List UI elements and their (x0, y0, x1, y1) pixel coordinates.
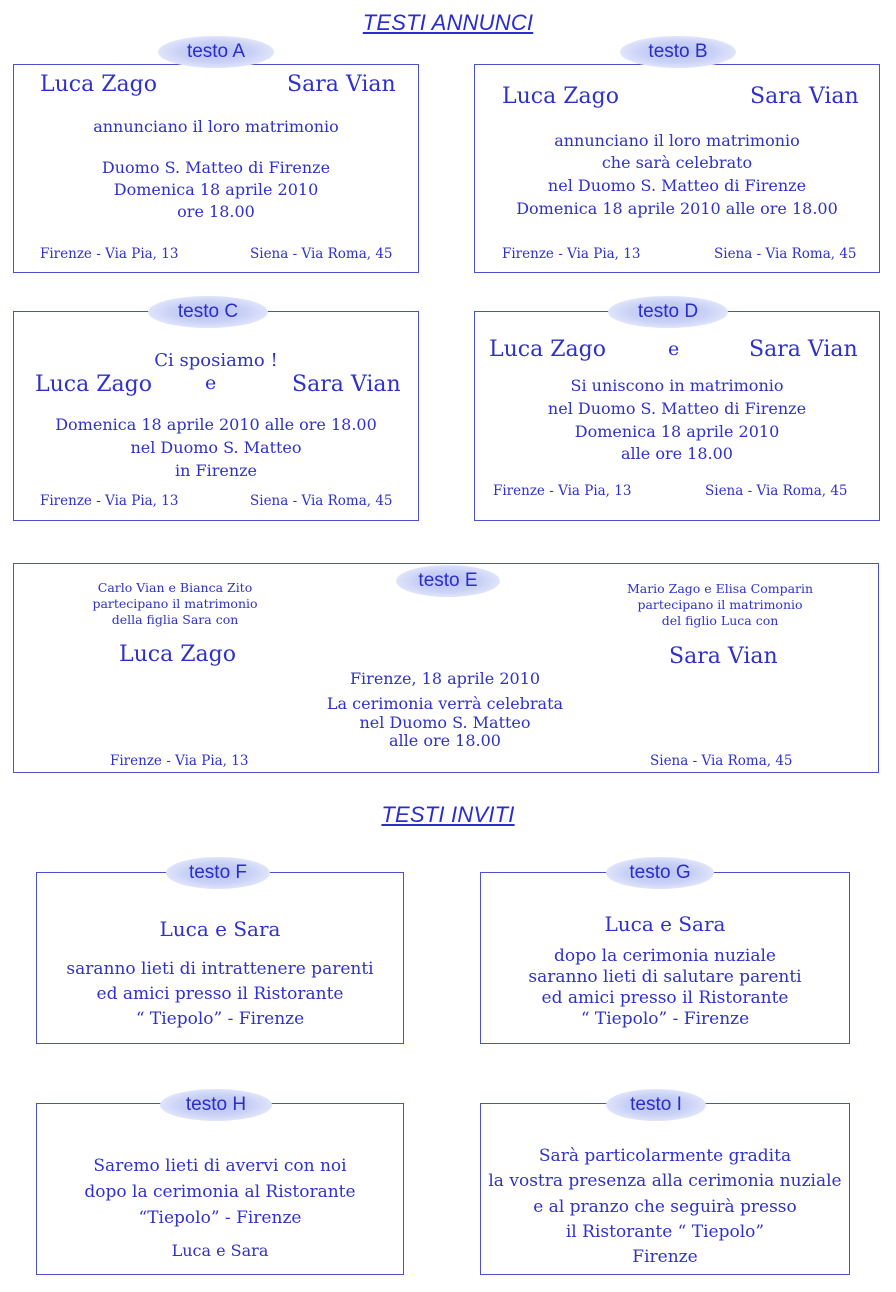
bride-parents-line: Carlo Vian e Bianca Zito (97, 580, 253, 595)
section-title-annunci: TESTI ANNUNCI (362, 10, 534, 35)
name-right: Sara Vian (749, 337, 858, 362)
time-line: ore 18.00 (177, 202, 255, 221)
address-right: Siena - Via Roma, 45 (650, 753, 793, 769)
place-date-line: Firenze, 18 aprile 2010 (349, 669, 541, 688)
headline: Ci sposiamo ! (154, 350, 278, 371)
restaurant-line: “ Tiepolo” - Firenze (580, 1009, 750, 1029)
groom-parents-line: del figlio Luca con (661, 613, 779, 628)
couple-signature: Luca e Sara (171, 1241, 269, 1260)
conjunction: e (668, 338, 680, 360)
tag-testo-f: testo F (166, 857, 270, 889)
invite-line: saranno lieti di intrattenere parenti (66, 959, 374, 979)
invite-line: dopo la cerimonia nuziale (554, 946, 776, 966)
couple-names: Luca e Sara (159, 917, 281, 941)
name-right: Sara Vian (669, 644, 778, 669)
church-line: nel Duomo S. Matteo di Firenze (547, 176, 807, 195)
tag-testo-e: testo E (396, 565, 500, 597)
church-line: nel Duomo S. Matteo (359, 713, 531, 732)
restaurant-line: il Ristorante “ Tiepolo” (565, 1222, 765, 1242)
couple-names: Luca e Sara (604, 912, 726, 936)
invite-line: ed amici presso il Ristorante (541, 988, 789, 1008)
conjunction: e (205, 372, 217, 394)
union-line: Si uniscono in matrimonio (570, 376, 784, 395)
invite-line: saranno lieti di salutare parenti (528, 967, 802, 987)
invite-line: ed amici presso il Ristorante (96, 984, 344, 1004)
restaurant-line: “ Tiepolo” - Firenze (135, 1009, 305, 1029)
name-right: Sara Vian (750, 84, 859, 109)
groom-parents-line: partecipano il matrimonio (637, 597, 803, 612)
name-left: Luca Zago (119, 642, 236, 667)
address-right: Siena - Via Roma, 45 (714, 246, 857, 262)
name-left: Luca Zago (502, 84, 619, 109)
tag-testo-g: testo G (606, 857, 714, 889)
name-left: Luca Zago (489, 337, 606, 362)
ceremony-line: La cerimonia verrà celebrata (326, 694, 564, 713)
address-left: Firenze - Via Pia, 13 (493, 483, 632, 499)
tag-testo-i: testo I (606, 1089, 706, 1121)
invite-line: dopo la cerimonia al Ristorante (84, 1182, 356, 1202)
bride-parents-line: della figlia Sara con (111, 612, 239, 627)
celebration-line: che sarà celebrato (601, 153, 753, 172)
address-right: Siena - Via Roma, 45 (705, 483, 848, 499)
invite-line: la vostra presenza alla cerimonia nuziale (488, 1171, 842, 1191)
announcement-line: annunciano il loro matrimonio (93, 117, 339, 136)
name-right: Sara Vian (292, 372, 401, 397)
tag-testo-a: testo A (158, 36, 274, 68)
tag-testo-h: testo H (160, 1089, 272, 1121)
name-left: Luca Zago (35, 372, 152, 397)
address-right: Siena - Via Roma, 45 (250, 493, 393, 509)
announcement-line: annunciano il loro matrimonio (554, 131, 800, 150)
groom-parents-line: Mario Zago e Elisa Comparin (626, 581, 814, 596)
address-left: Firenze - Via Pia, 13 (110, 753, 249, 769)
invite-line: Sarà particolarmente gradita (538, 1146, 792, 1166)
name-right: Sara Vian (287, 72, 396, 97)
tag-testo-b: testo B (620, 36, 736, 68)
city-line: in Firenze (174, 461, 258, 480)
invite-line: Saremo lieti di avervi con noi (93, 1156, 347, 1176)
tag-testo-d: testo D (608, 296, 728, 328)
time-line: alle ore 18.00 (621, 444, 733, 463)
section-title-inviti: TESTI INVITI (381, 802, 515, 827)
invite-line: e al pranzo che seguirà presso (533, 1197, 797, 1217)
tag-testo-c: testo C (148, 296, 268, 328)
date-line: Domenica 18 aprile 2010 (113, 180, 319, 199)
restaurant-line: “Tiepolo” - Firenze (138, 1208, 302, 1228)
date-line: Domenica 18 aprile 2010 (574, 422, 780, 441)
address-left: Firenze - Via Pia, 13 (40, 493, 179, 509)
city-line: Firenze (632, 1247, 698, 1267)
church-line: Duomo S. Matteo di Firenze (101, 158, 331, 177)
name-left: Luca Zago (40, 72, 157, 97)
address-left: Firenze - Via Pia, 13 (502, 246, 641, 262)
time-line: alle ore 18.00 (389, 731, 501, 750)
date-time-line: Domenica 18 aprile 2010 alle ore 18.00 (516, 199, 838, 218)
church-line: nel Duomo S. Matteo (130, 438, 302, 457)
address-left: Firenze - Via Pia, 13 (40, 246, 179, 262)
bride-parents-line: partecipano il matrimonio (92, 596, 258, 611)
date-time-line: Domenica 18 aprile 2010 alle ore 18.00 (55, 415, 377, 434)
address-right: Siena - Via Roma, 45 (250, 246, 393, 262)
church-line: nel Duomo S. Matteo di Firenze (547, 399, 807, 418)
